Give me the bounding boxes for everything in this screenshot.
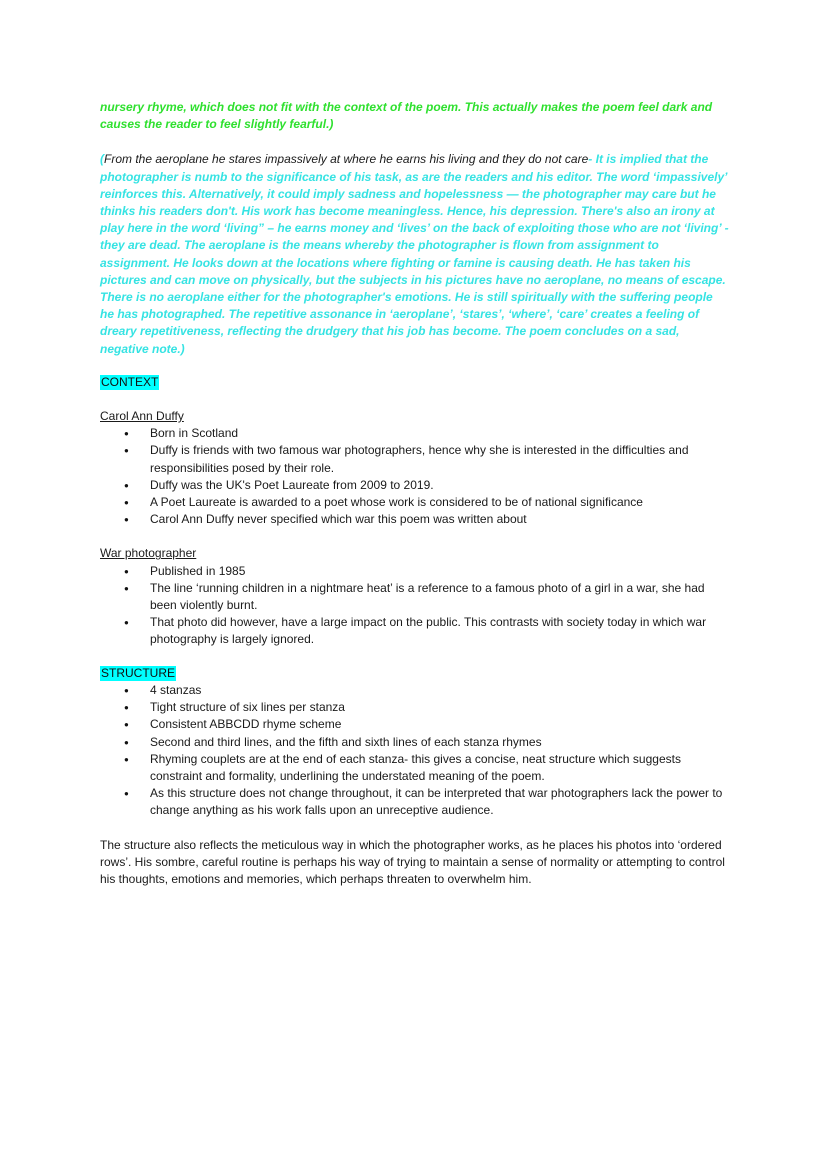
quote-analysis: It is implied that the photographer is numb to the significance of his task, as are the readers and his editor. The word ‘impassively’ reinforces this. Alternatively, it could imply sadness and hopelessness — the photographer may care but he thinks his readers don't. His work has become meaningless. Hence, his depression. There's also an irony at play here in the word ‘living” – he earns money and ‘lives’ on the back of exploiting those who are not ‘living’ - they are dead. The aeroplane is the means whereby the photographer is flown from assignment to assignment. He looks down at the locations where fighting or famine is causing death. He has taken his pictures and can move on physically, but the subjects in his pictures have no aeroplane, no means of escape. There is no aeroplane either for the photographer's emotions. He is still spiritually with the suffering people he has photographed. The repetitive assonance in ‘aeroplane’, ‘stares’, ‘where’, ‘care’ creates a feeling of dreary repetitiveness, reflecting the drudgery that his job has become. The poem concludes on a sad, negative note.) [100,152,729,356]
list-item: ● Duffy is friends with two famous war photographers, hence why she is interested in the difficulties and responsibilities posed by their role. [150,442,730,476]
poem-points-list [100,563,730,649]
list-item: ● That photo did however, have a large impact on the public. This contrasts with society today in which war photography is largely ignored. [150,614,730,648]
quote-analysis-paragraph [100,151,730,357]
structure-points-list [100,682,730,820]
structure-section [100,665,730,888]
intro-continuation: nursery rhyme, which does not fit with the context of the poem. This actually makes the poem feel dark and causes the reader to feel slightly fearful.) [100,100,713,132]
list-item: ● Born in Scotland [150,425,730,442]
quote-open-paren: ( [100,152,104,167]
list-item: ● Tight structure of six lines per stanza [150,699,730,716]
author-points-list [100,425,730,528]
list-item: ● Second and third lines, and the fifth and sixth lines of each stanza rhymes [150,734,730,751]
list-item: ● Carol Ann Duffy never specified which war this poem was written about [150,511,730,528]
list-item: ● Rhyming couplets are at the end of each stanza- this gives a concise, neat structure which suggests constraint and formality, underlining the understated meaning of the poem. [150,751,730,785]
quote-dash: - [588,152,596,167]
poem-subheading: War photographer [100,546,197,561]
quote-text: From the aeroplane he stares impassively at where he earns his living and they do not care [104,152,589,167]
structure-heading: STRUCTURE [101,665,175,680]
context-heading: CONTEXT [101,374,159,389]
context-section [100,374,730,649]
document-page [100,99,730,888]
list-item: ● As this structure does not change throughout, it can be interpreted that war photographers lack the power to change anything as his work falls upon an unreceptive audience. [150,785,730,819]
list-item: ● Published in 1985 [150,563,730,580]
structure-closing-paragraph: The structure also reflects the meticulous way in which the photographer works, as he places his photos into ‘ordered rows’. His sombre, careful routine is perhaps his way of trying to maintain a sense of normality or attempting to control his thoughts, emotions and memories, which perhaps threaten to overwhelm him. [100,837,725,886]
list-item: ● Consistent ABBCDD rhyme scheme [150,716,730,733]
author-subheading: Carol Ann Duffy [100,409,184,424]
list-item: ● 4 stanzas [150,682,730,699]
list-item: ● Duffy was the UK's Poet Laureate from 2009 to 2019. [150,477,730,494]
list-item: ● A Poet Laureate is awarded to a poet whose work is considered to be of national significance [150,494,730,511]
list-item: ● The line ‘running children in a nightmare heat’ is a reference to a famous photo of a girl in a war, she had been violently burnt. [150,580,730,614]
